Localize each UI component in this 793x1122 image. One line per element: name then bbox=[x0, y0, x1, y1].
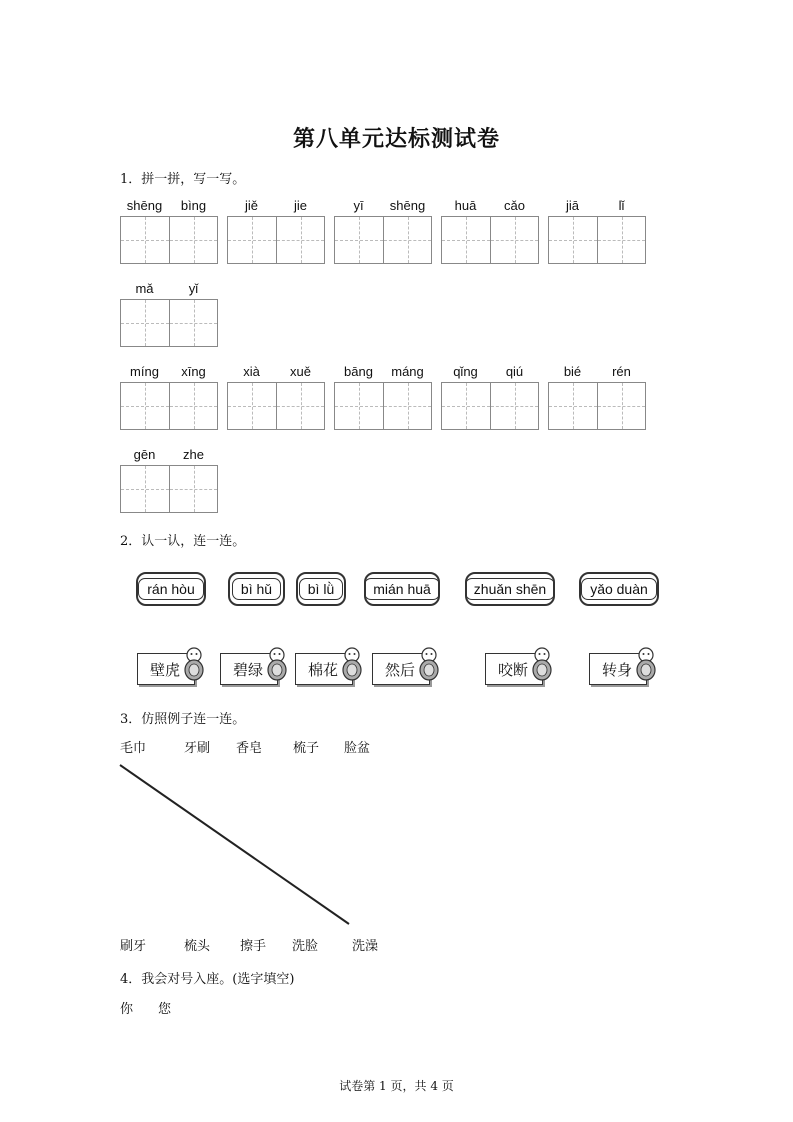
pinyin-label: zhe bbox=[183, 447, 204, 462]
page-title: 第八单元达标测试卷 bbox=[292, 126, 500, 152]
pinyin-label: shēng bbox=[389, 198, 426, 213]
pinyin-tag-label: zhuǎn shēn bbox=[465, 578, 555, 600]
pinyin-tag-label: rán hòu bbox=[138, 578, 203, 600]
item-word[interactable]: 香皂 bbox=[236, 741, 263, 756]
item-word[interactable]: 毛巾 bbox=[120, 741, 147, 756]
pinyin-label: huā bbox=[454, 198, 477, 213]
pinyin-label: qiú bbox=[505, 364, 524, 379]
question-2-prompt: 2．认一认，连一连。 bbox=[120, 534, 246, 549]
pinyin-label: bié bbox=[563, 364, 582, 379]
pinyin-label: lǐ bbox=[618, 198, 625, 213]
choice-character: 你 bbox=[120, 1002, 134, 1017]
pinyin-label: jiě bbox=[244, 198, 258, 213]
question-1-prompt: 1．拼一拼，写一写。 bbox=[120, 172, 246, 187]
question-4-prompt: 4．我会对号入座。(选字填空) bbox=[120, 972, 295, 987]
pinyin-label: máng bbox=[391, 364, 424, 379]
pinyin-label: jiā bbox=[565, 198, 579, 213]
pinyin-label: jie bbox=[293, 198, 307, 213]
pinyin-label: bìng bbox=[180, 198, 207, 213]
pinyin-label: xīng bbox=[181, 364, 206, 379]
pinyin-tag-label: bì lǜ bbox=[299, 578, 343, 600]
pinyin-label: míng bbox=[130, 364, 159, 379]
pinyin-label: yǐ bbox=[188, 281, 199, 296]
pinyin-label: bāng bbox=[344, 364, 373, 379]
pinyin-label: xià bbox=[243, 364, 260, 379]
action-word[interactable]: 洗脸 bbox=[292, 939, 319, 954]
pinyin-tag-label: mián huā bbox=[364, 578, 440, 600]
word-card-label: 咬断 bbox=[498, 660, 529, 679]
page-footer: 试卷第 1 页，共 4 页 bbox=[339, 1079, 454, 1093]
choice-character: 您 bbox=[158, 1002, 172, 1017]
word-card-label: 壁虎 bbox=[150, 660, 181, 679]
pinyin-tag-label: yǎo duàn bbox=[581, 578, 657, 600]
word-card-label: 然后 bbox=[385, 660, 416, 679]
pinyin-label: mǎ bbox=[135, 281, 154, 296]
action-word[interactable]: 擦手 bbox=[240, 939, 267, 954]
word-card-label: 转身 bbox=[602, 660, 633, 679]
action-word[interactable]: 刷牙 bbox=[120, 939, 147, 954]
pinyin-label: xuě bbox=[290, 364, 311, 379]
item-word[interactable]: 脸盆 bbox=[344, 741, 371, 756]
action-word[interactable]: 洗澡 bbox=[352, 939, 379, 954]
pinyin-label: yī bbox=[353, 198, 364, 213]
pinyin-label: gēn bbox=[133, 447, 156, 462]
word-card-label: 棉花 bbox=[308, 660, 339, 679]
pinyin-label: rén bbox=[612, 364, 631, 379]
pinyin-label: qǐng bbox=[453, 364, 478, 379]
pinyin-label: shēng bbox=[126, 198, 163, 213]
pinyin-tag-label: bì hǔ bbox=[232, 578, 281, 600]
question-3-prompt: 3．仿照例子连一连。 bbox=[120, 712, 246, 727]
pinyin-label: cǎo bbox=[504, 198, 525, 213]
item-word[interactable]: 牙刷 bbox=[184, 741, 211, 756]
word-card-label: 碧绿 bbox=[233, 660, 264, 679]
action-word[interactable]: 梳头 bbox=[184, 939, 211, 954]
item-word[interactable]: 梳子 bbox=[293, 741, 320, 756]
